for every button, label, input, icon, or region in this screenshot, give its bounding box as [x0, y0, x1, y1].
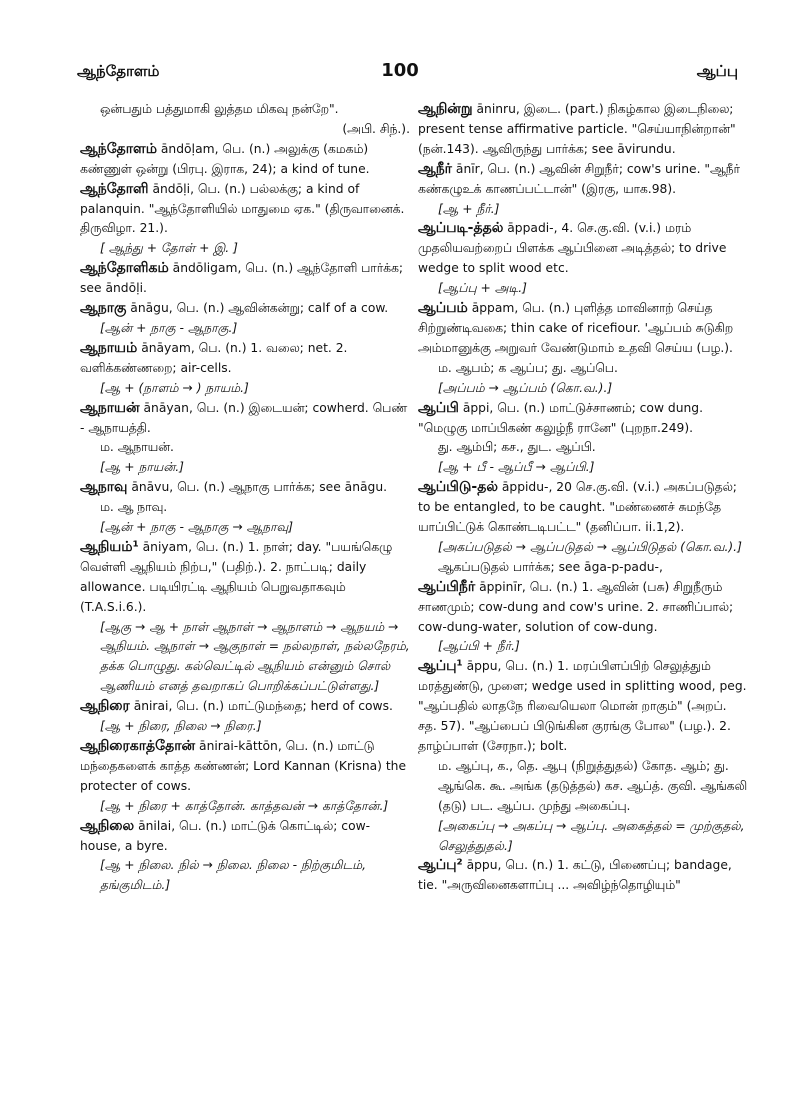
entry-body: āndōligam, பெ. (n.) ஆந்தோளி பார்க்க; see āndōḷi.: [80, 261, 404, 296]
entry-body: [ஆ + நாயன்.]: [100, 460, 184, 475]
entry-body: āppam, பெ. (n.) புளித்த மாவினாற் செய்த சிற்றுண்டிவகை; thin cake of ricefiour. 'ஆப்பம் சுடுகிற அம்மானுக்கு அறுவர் வேண்டுமாம் உதவி செய்ய (பழ.).: [418, 301, 734, 355]
headword: ஆப்பி: [418, 399, 459, 416]
entry-body: ānirai, பெ. (n.) மாட்டுமந்தை; herd of cows.: [129, 699, 393, 714]
entry-body: [ஆ + பீ - ஆப்பீ → ஆப்பி.]: [438, 460, 595, 475]
entry-body: āppu, பெ. (n.) 1. மரப்பிளப்பிற் செலுத்தும் மரத்துண்டு, முளை; wedge used in splitting wood, peg. "ஆப்பதில் லாதநே ரிவையெலா மொன் றாகும்" (அறப். சத. 57). "ஆப்பைப் பிடுங்கின குரங்கு போல" (பழ.). 2. தாழ்ப்பாள் (சேரநா.); bolt.: [418, 659, 747, 753]
entry-body: து. ஆம்பி; கச., துட. ஆப்பி.: [438, 440, 596, 455]
headword: ஆந்தோளிகம்: [80, 260, 169, 277]
etymology-note: [80, 717, 410, 737]
etymology-note: [418, 279, 748, 299]
entry-body: āninru, இடை. (part.) நிகழ்கால இடைநிலை; present tense affirmative particle. "செய்யாநின்றான்" (நன்.143). ஆவிருந்து பார்க்க; see āvirundu.: [418, 102, 736, 156]
headword: ஆப்படி-த்தல்: [418, 220, 504, 237]
entry-body: ம. ஆ நாவு.: [100, 500, 168, 515]
entry-body: āppi, பெ. (n.) மாட்டுச்சாணம்; cow dung. "மெழுகு மாப்பிகண் கலுழ்நீ ரானே" (புறநா.249).: [418, 400, 704, 435]
entry-body: ம. ஆப்பு, க., தெ. ஆபு (நிறுத்துதல்) கோத. ஆம்; து. ஆங்கெ. கூ. அங்க (தடுத்தல்) கச. ஆப்த். குவி. ஆங்கலி (தடு) பட. ஆப்ப. முந்து அகைப்பு.: [438, 758, 748, 813]
dictionary-entry: [418, 219, 748, 279]
etymology-note: [80, 856, 410, 896]
entry-body: āppinīr, பெ. (n.) 1. ஆவின் (பசு) சிறுநீரும் சாணமும்; cow-dung and cow's urine. 2. சாணிப்பால்; cow-dung-water, solution of cow-dung.: [418, 579, 734, 634]
entry-body: ஒன்பதும் பத்துமாகி லுத்தம மிகவு நன்றே".: [100, 102, 339, 116]
etymology-note: [80, 797, 410, 817]
entry-text: [80, 120, 410, 140]
headword: ஆப்பம்: [418, 300, 468, 317]
entry-text: [418, 359, 748, 379]
entry-body: āniyam, பெ. (n.) 1. நாள்; day. "பயங்கெழு வெள்ளி ஆநியம் நிற்ப," (பதிற்.). 2. நாட்படி; daily allowance. படியிரட்டி ஆநியம் பெறுவதாகவும் (T.A.S.i.6.).: [80, 539, 393, 614]
left-column: [80, 100, 410, 896]
etymology-note: [80, 379, 410, 399]
page-number: 100: [381, 60, 419, 81]
headword: ஆநிரைகாத்தோன்: [80, 738, 196, 754]
entry-body: ānirai-kāttōn, பெ. (n.) மாட்டு மந்தைகளைக் காத்த கண்ணன்; Lord Kannan (Krisna) the protecter of cows.: [80, 739, 407, 793]
entry-text: [418, 558, 748, 578]
etymology-note: [418, 458, 748, 478]
dictionary-entry: [418, 160, 748, 200]
entry-body: ānāvu, பெ. (n.) ஆநாகு பார்க்க; see ānāgu.: [127, 480, 388, 495]
right-column: [418, 100, 748, 896]
entry-body: ஆகப்படுதல் பார்க்க; see āga-p-padu-,: [438, 559, 663, 574]
dictionary-entry: [418, 100, 748, 160]
etymology-note: [418, 200, 748, 220]
entry-body: [ஆன் + நாகு - ஆநாகு → ஆநாவு]: [100, 520, 294, 535]
entry-body: āndōḷi, பெ. (n.) பல்லக்கு; a kind of palanquin. "ஆந்தோளியில் மாதுமை ஏக." (திருவானைக். திருவிழா. 21.).: [80, 181, 405, 236]
dictionary-entry: [418, 657, 748, 757]
entry-body: [அகைப்பு → அகப்பு → ஆப்பு. அகைத்தல் = முற்குதல், செலுத்துதல்.]: [438, 818, 745, 853]
headword: ஆப்பு²: [418, 857, 463, 874]
entry-body: ānāyam, பெ. (n.) 1. வலை; net. 2. வளிக்கண்ணறை; air-cells.: [80, 340, 348, 375]
headword: ஆநிலை: [80, 817, 135, 834]
headword: ஆநீர்: [418, 160, 452, 177]
headword: ஆநாயன்: [80, 399, 140, 416]
dictionary-entry: [80, 299, 410, 319]
etymology-note: [80, 618, 410, 698]
entry-body: ம. ஆபம்; க ஆப்ப; து. ஆப்பெ.: [438, 360, 618, 375]
entry-text: [418, 438, 748, 458]
dictionary-entry: [418, 478, 748, 538]
dictionary-entry: [80, 478, 410, 498]
entry-body: ānilai, பெ. (n.) மாட்டுக் கொட்டில்; cow-house, a byre.: [80, 818, 371, 853]
entry-body: (அபி. சிந்.).: [342, 121, 410, 136]
dictionary-entry: [80, 259, 410, 299]
entry-body: āppidu-, 20 செ.கு.வி. (v.i.) அகப்படுதல்; to be entangled, to be caught. "மண்ணைச் சுமந்தே யாப்பிட்டுக் கொண்டடிபட்ட" (தனிப்பா. ii.1,2).: [418, 480, 737, 535]
headword: ஆந்தோளி: [80, 180, 149, 197]
entry-body: [ஆ + நிரை + காத்தோன். காத்தவன் → காத்தோன்.]: [100, 798, 389, 813]
dictionary-entry: [80, 817, 410, 857]
dictionary-entry: [80, 737, 410, 797]
dictionary-entry: [418, 399, 748, 439]
dictionary-entry: [80, 140, 410, 180]
entry-text: [80, 438, 410, 458]
entry-body: āppadi-, 4. செ.கு.வி. (v.i.) மரம் முதலியவற்றைப் பிளக்க ஆப்பினை அடித்தல்; to drive wedge to split wood etc.: [418, 221, 727, 276]
entry-body: [ஆ + (நாளம் → ) நாயம்.]: [100, 380, 249, 395]
entry-body: ānāyan, பெ. (n.) இடையன்; cowherd. பெண் - ஆநாயத்தி.: [80, 400, 407, 435]
entry-text: [80, 100, 410, 120]
etymology-note: [80, 518, 410, 538]
headword: ஆந்தோளம்: [80, 140, 157, 157]
entry-body: āppu, பெ. (n.) 1. கட்டு, பிணைப்பு; bandage, tie. "அருவினைகளாப்பு ... அவிழ்ந்தொழியும்": [418, 858, 732, 893]
etymology-note: [418, 637, 748, 657]
entry-text: [80, 498, 410, 518]
headword: ஆநாவு: [80, 479, 128, 496]
headword: ஆநிரை: [80, 698, 130, 715]
etymology-note: [80, 319, 410, 339]
entry-body: [ஆ + நீர்.]: [438, 201, 500, 216]
etymology-note: [80, 239, 410, 259]
etymology-note: [80, 458, 410, 478]
entry-body: [ஆப்பி + நீர்.]: [438, 639, 520, 654]
etymology-note: [418, 538, 748, 558]
entry-text: [418, 757, 748, 817]
dictionary-entry: [418, 578, 748, 638]
entry-body: [ஆ + நிரை, நிலை → நிரை.]: [100, 719, 262, 734]
entry-body: [ ஆந்து + தோள் + இ. ]: [100, 241, 238, 256]
entry-body: [ஆ + நிலை. நில் → நிலை. நிலை - நிற்குமிடம், தங்குமிடம்.]: [100, 858, 367, 893]
headword: ஆப்பு¹: [418, 658, 463, 675]
headword: ஆநாகு: [80, 300, 127, 317]
dictionary-entry: [80, 697, 410, 717]
entry-body: [ஆப்பு + அடி.]: [438, 281, 527, 296]
headword: ஆநின்று: [418, 101, 473, 117]
dictionary-entry: [80, 339, 410, 379]
entry-body: [ஆகு → ஆ + நாள் ஆநாள் → ஆநாளம் → ஆநயம் → ஆநியம். ஆநாள் → ஆகுநாள் = நல்லநாள், நல்லநேரம், தக்க பொழுது. கல்வெட்டில் ஆநியம் என்னும் சொல் ஆணியம் எனத் தவறாகப் பொறிக்கப்பட்டுள்ளது.]: [100, 619, 410, 694]
entry-body: [அப்பம் → ஆப்பம் (கொ.வ.).]: [438, 380, 613, 395]
entry-body: āndōḷam, பெ. (n.) அலுக்கு (கமகம்) கண்ணுள் ஒன்று (பிரபு. இராக, 24); a kind of tune.: [80, 141, 370, 176]
running-header-left: ஆந்தோளம்: [77, 62, 160, 80]
dictionary-entry: [80, 180, 410, 240]
entry-body: [அகப்படுதல் → ஆப்படுதல் → ஆப்பிடுதல் (கொ.வ.).]: [438, 539, 742, 554]
entry-body: [ஆன் + நாகு - ஆநாகு.]: [100, 320, 238, 335]
etymology-note: [418, 379, 748, 399]
dictionary-entry: [80, 538, 410, 618]
dictionary-entry: [418, 856, 748, 896]
headword: ஆநியம்¹: [80, 538, 139, 555]
running-header-right: ஆப்பு: [696, 62, 738, 80]
entry-body: ānāgu, பெ. (n.) ஆவின்கன்று; calf of a cow.: [126, 301, 389, 316]
headword: ஆநாயம்: [80, 339, 138, 356]
entry-body: ānīr, பெ. (n.) ஆவின் சிறுநீர்; cow's urine. "ஆநீர் கண்கழுஉக் காணப்பட்டான்" (இரகு, யாக.98).: [418, 161, 740, 196]
headword: ஆப்பிடு-தல்: [418, 479, 498, 496]
etymology-note: [418, 817, 748, 857]
dictionary-entry: [80, 399, 410, 439]
dictionary-entry: [418, 299, 748, 359]
headword: ஆப்பிநீர்: [418, 578, 476, 595]
entry-body: ம. ஆநாயன்.: [100, 440, 174, 455]
